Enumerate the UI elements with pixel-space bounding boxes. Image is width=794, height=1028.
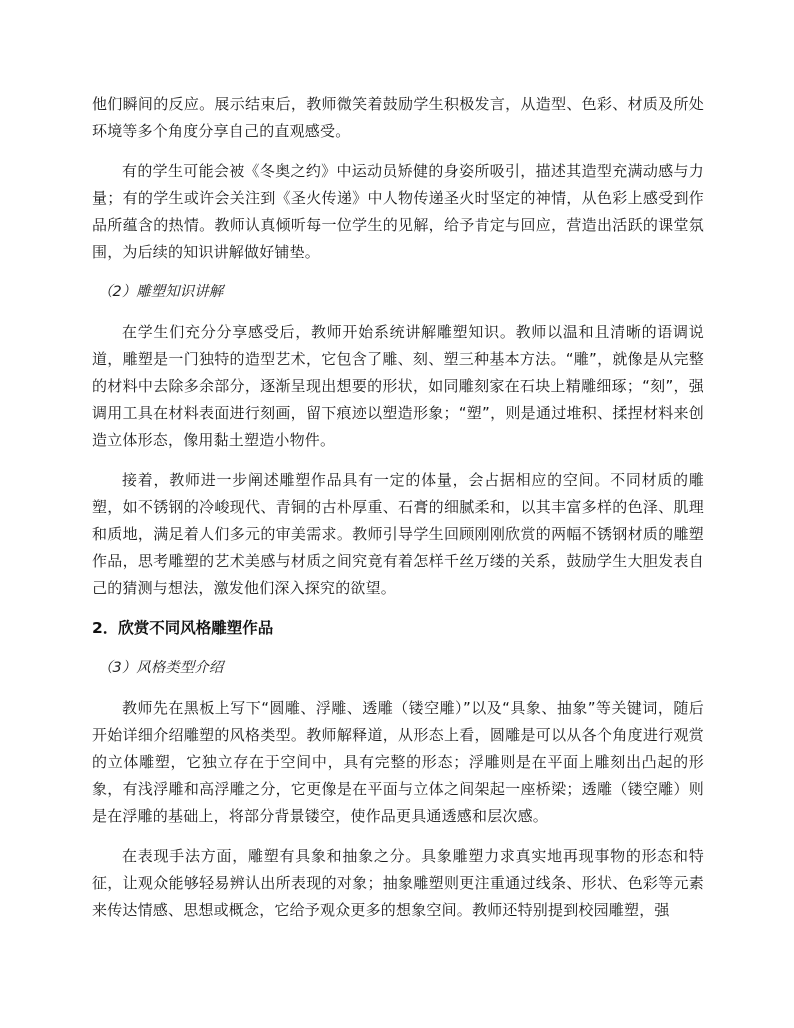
paragraph-sculpture-methods: 在学生们充分分享感受后，教师开始系统讲解雕塑知识。教师以温和且清晰的语调说道，雕塑是一门独特的造型艺术，它包含了雕、刻、塑三种基本方法。“雕”，就像是从完整的材料中去除多余部分，逐渐呈现出想要的形状，如同雕刻家在石块上精雕细琢；“刻”，强调用工具在材料表面进行刻画，留下痕迹以塑造形象；“塑”，则是通过堆积、揉捏材料来创造立体形态，像用黏土塑造小物件。	[92, 323, 704, 449]
document-page	[92, 91, 704, 924]
paragraph-continuation: 他们瞬间的反应。展示结束后，教师微笑着鼓励学生积极发言，从造型、色彩、材质及所处环境等多个角度分享自己的直观感受。	[92, 95, 704, 140]
paragraph-student-responses: 有的学生可能会被《冬奥之约》中运动员矫健的身姿所吸引，描述其造型充满动感与力量；有的学生或许会关注到《圣火传递》中人物传递圣火时坚定的神情，从色彩上感受到作品所蕴含的热情。教师认真倾听每一位学生的见解，给予肯定与回应，营造出活跃的课堂氛围，为后续的知识讲解做好铺垫。	[92, 162, 704, 261]
section-heading-styles: 2．欣赏不同风格雕塑作品	[92, 619, 274, 637]
subheading-style-types: （3）风格类型介绍	[98, 660, 224, 676]
subheading-sculpture-knowledge: （2）雕塑知识讲解	[98, 284, 224, 300]
paragraph-sculpture-materials: 接着，教师进一步阐述雕塑作品具有一定的体量，会占据相应的空间。不同材质的雕塑，如不锈钢的冷峻现代、青铜的古朴厚重、石膏的细腻柔和，以其丰富多样的色泽、肌理和质地，满足着人们多元的审美需求。教师引导学生回顾刚刚欣赏的两幅不锈钢材质的雕塑作品，思考雕塑的艺术美感与材质之间究竟有着怎样千丝万缕的关系，鼓励学生大胆发表自己的猜测与想法，激发他们深入探究的欲望。	[92, 471, 704, 597]
paragraph-expression-methods: 在表现手法方面，雕塑有具象和抽象之分。具象雕塑力求真实地再现事物的形态和特征，让观众能够轻易辨认出所表现的对象；抽象雕塑则更注重通过线条、形状、色彩等元素来传达情感、思想或概念，它给予观众更多的想象空间。教师还特别提到校园雕塑，强	[92, 847, 704, 919]
paragraph-style-forms: 教师先在黑板上写下“圆雕、浮雕、透雕（镂空雕）”以及“具象、抽象”等关键词，随后开始详细介绍雕塑的风格类型。教师解释道，从形态上看，圆雕是可以从各个角度进行观赏的立体雕塑，它独立存在于空间中，具有完整的形态；浮雕则是在平面上雕刻出凸起的形象，有浅浮雕和高浮雕之分，它更像是在平面与立体之间架起一座桥梁；透雕（镂空雕）则是在浮雕的基础上，将部分背景镂空，使作品更具通透感和层次感。	[92, 699, 704, 825]
